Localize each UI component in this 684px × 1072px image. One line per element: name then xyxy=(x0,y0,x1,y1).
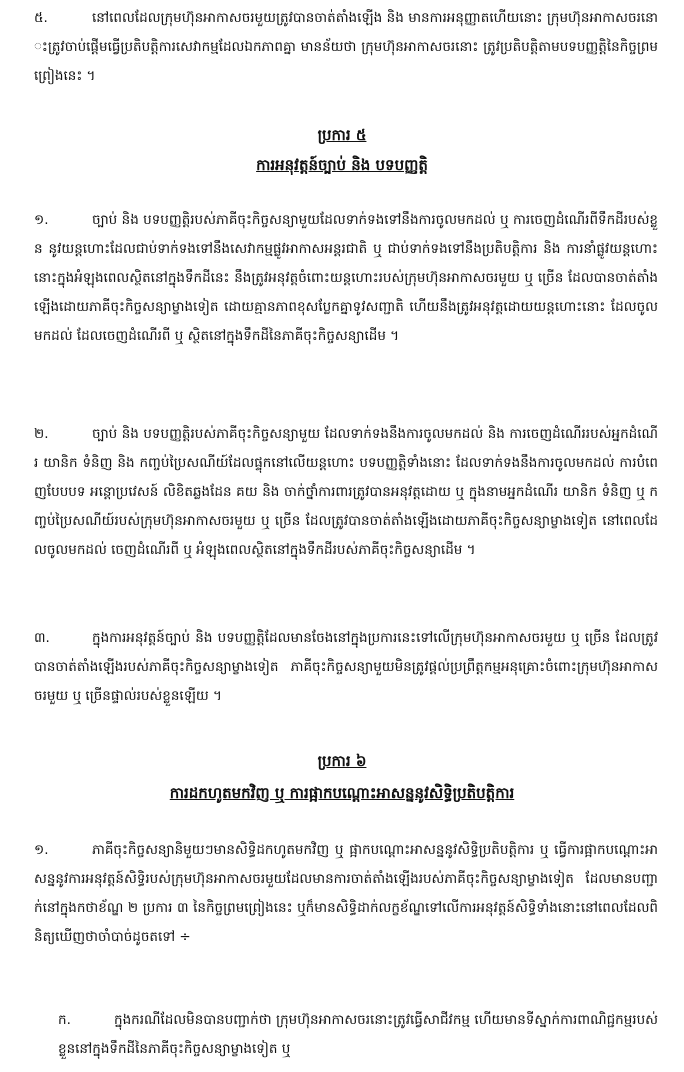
paragraph-text: ច្បាប់ និង បទបញ្ញត្តិរបស់ភាគីចុះកិច្ចសន្យាមួយដែលទាក់ទងទៅនឹងការចូលមកដល់ ឬ ការចេញដំណើរពីទឹកដីរបស់ខ្លួន នូវយន្តហោះដែលជាប់ទាក់ទងទៅនឹងសេវាកម្មផ្លូវអាកាសអន្តរជាតិ ឬ ជាប់ទាក់ទងទៅនឹងប្រតិបត្តិការ និង ការនាំផ្លូវយន្តហោះនោះក្នុងអំឡុងពេលស្ថិតនៅក្នុងទឹកដីនេះ នឹងត្រូវអនុវត្តចំពោះយន្តហោះរបស់ក្រុមហ៊ុនអាកាសចរមួយ ឬ ច្រើន ដែលបានចាត់តាំងឡើងដោយភាគីចុះកិច្ចសន្យាម្ខាងទៀត ដោយគ្មានភាពខុសប្លែកគ្នាទូវសញ្ជាតិ ហើយនឹងត្រូវអនុវត្តដោយយន្តហោះនោះ ដែលចូលមកដល់ ដែលចេញដំណើរពី ឬ ស្ថិតនៅក្នុងទឹកដីនៃភាគីចុះកិច្ចសន្យាដើម ។ xyxy=(34,212,658,344)
article-5-title: ការអនុវត្តន៍ច្បាប់ និង បទបញ្ញត្តិ xyxy=(256,156,428,174)
subparagraph-letter: ក. xyxy=(58,1012,71,1028)
article-5-paragraph-2 xyxy=(34,420,658,565)
paragraph-text: ក្នុងការអនុវត្តន៍ច្បាប់ និង បទបញ្ញត្តិដែលមានចែងនៅក្នុងប្រការនេះទៅលើក្រុមហ៊ុនអាកាសចរមួយ ឬ ច្រើន ដែលត្រូវបានចាត់តាំងឡើងរបស់ភាគីចុះកិច្ចសន្យាម្ខាងទៀត ភាគីចុះកិច្ចសន្យាមួយមិនត្រូវផ្តល់ប្រព្រឹត្តកម្មអនុគ្រោះចំពោះក្រុមហ៊ុនអាកាសចរមួយ ឬ ច្រើនផ្ទាល់របស់ខ្លួនឡើយ ។ xyxy=(34,630,658,704)
paragraph-text: ច្បាប់ និង បទបញ្ញត្តិរបស់ភាគីចុះកិច្ចសន្យាមួយ ដែលទាក់ទងនឹងការចូលមកដល់ និង ការចេញដំណើររបស់អ្នកដំណើរ យានិក ទំនិញ និង កញ្ចប់ប្រៃសណីយ៍ដែលផ្ទុកនៅលើយន្តហោះ បទបញ្ញត្តិទាំងនោះ ដែលទាក់ទងនឹងការចូលមកដល់ ការបំពេញបែបបទ អន្តោប្រវេសន៍ លិខិតឆ្លងដែន គយ និង ចាក់ថ្នាំការពារត្រូវបានអនុវត្តដោយ ឬ ក្នុងនាមអ្នកដំណើរ យានិក ទំនិញ ឬ កញ្ចប់ប្រៃសណីយ៍របស់ក្រុមហ៊ុនអាកាសចរមួយ ឬ ច្រើន ដែលត្រូវបានចាត់តាំងឡើងដោយភាគីចុះកិច្ចសន្យាម្ខាងទៀត នៅពេលដែលចូលមកដល់ ចេញដំណើរពី ឬ អំឡុងពេលស្ថិតនៅក្នុងទឹកដីរបស់ភាគីចុះកិច្ចសន្យាដើម ។ xyxy=(34,426,658,558)
article-5-paragraph-3 xyxy=(34,624,658,711)
article-5-paragraph-1 xyxy=(34,206,658,351)
article-6-title: ការដកហូតមកវិញ ឬ ការផ្អាកបណ្តោះអាសន្ននូវសិទ្ធិប្រតិបត្តិការ xyxy=(169,784,515,802)
article-6-label: ប្រការ ៦ xyxy=(317,752,367,770)
article-5-label: ប្រការ ៥ xyxy=(317,126,367,144)
subparagraph-text: ក្នុងករណីដែលមិនបានបញ្ជាក់ថា ក្រុមហ៊ុនអាកាសចរនោះត្រូវធ្វើសាជីវកម្ម ហើយមានទីស្នាក់ការពាណិជ្ជកម្មរបស់ខ្លួននៅក្នុងទឹកដីនៃភាគីចុះកិច្ចសន្យាម្ខាងទៀត ឬ xyxy=(58,1012,658,1057)
paragraph-number: ៥. xyxy=(34,10,48,26)
article-6-subparagraph-a xyxy=(58,1006,658,1064)
paragraph-number: ២. xyxy=(34,426,49,442)
paragraph-text: នៅពេលដែលក្រុមហ៊ុនអាកាសចរមួយត្រូវបានចាត់តាំងឡើង និង មានការអនុញ្ញាតហើយនោះ ក្រុមហ៊ុនអាកាសចរនោះត្រូវចាប់ផ្តើមធ្វើប្រតិបត្តិការសេវាកម្មដែលឯកភាពគ្នា មានន័យថា ក្រុមហ៊ុនអាកាសចរនោះ ត្រូវប្រតិបត្តិតាមបទបញ្ញត្តិនៃកិច្ចព្រមព្រៀងនេះ ។ xyxy=(34,10,658,84)
paragraph-number: ៣. xyxy=(34,630,50,646)
paragraph-number: ១. xyxy=(34,842,49,858)
paragraph-number: ១. xyxy=(34,212,49,228)
paragraph-text: ភាគីចុះកិច្ចសន្យានិមួយៗមានសិទ្ធិដកហូតមកវិញ ឬ ផ្អាកបណ្តោះអាសន្ននូវសិទ្ធិប្រតិបត្តិការ ឬ ធ្វើការផ្អាកបណ្តោះអាសន្ននូវការអនុវត្តន៍សិទ្ធិរបស់ក្រុមហ៊ុនអាកាសចរមួយដែលមានការចាត់តាំងឡើងរបស់ភាគីចុះកិច្ចសន្យាម្ខាងទៀត ដែលមានបញ្ជាក់នៅក្នុងកថាខ័ណ្ឌ ២ ប្រការ ៣ នៃកិច្ចព្រមព្រៀងនេះ ឬក៏មានសិទ្ធិដាក់លក្ខខ័ណ្ឌទៅលើការអនុវត្តន៍សិទ្ធិទាំងនោះនៅពេលដែលពិនិត្យឃើញថាចាំបាច់ដូចតទៅ ÷ xyxy=(34,842,658,945)
paragraph-a5 xyxy=(34,4,658,91)
article-6-paragraph-1 xyxy=(34,836,658,952)
